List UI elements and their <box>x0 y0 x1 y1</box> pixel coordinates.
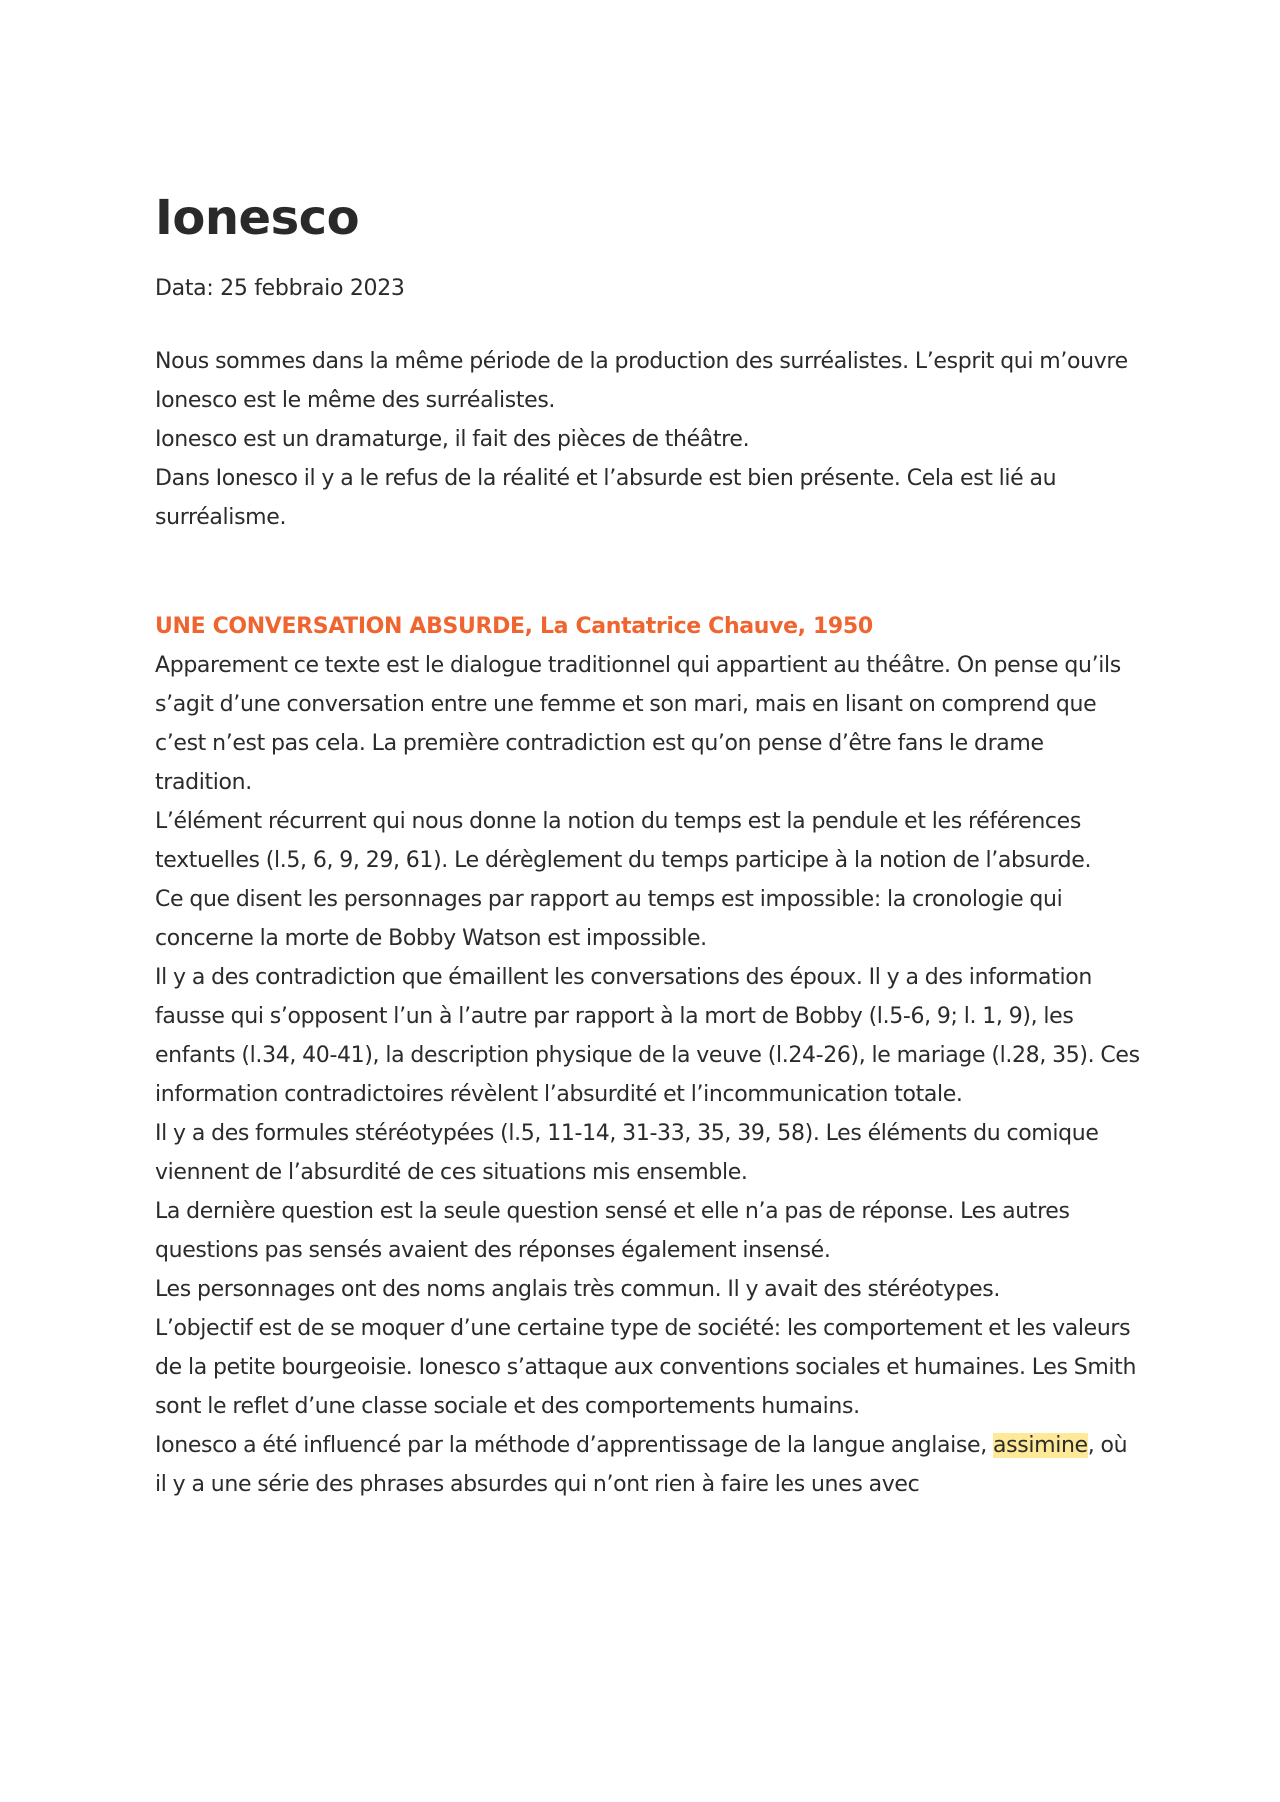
highlighted-word: assimine <box>993 1433 1088 1458</box>
section-paragraph: L’élément récurrent qui nous donne la notion du temps est la pendule et les références textuelles (l.5, 6, 9, 29, 61). Le dérèglement du temps participe à la notion de l’absurde. <box>155 809 1092 873</box>
section-spacer <box>155 537 1140 607</box>
document-title: Ionesco <box>155 190 360 246</box>
section-paragraph: Il y a des formules stéréotypées (l.5, 11-14, 31-33, 35, 39, 58). Les éléments du comique viennent de l’absurdité de ces situations mis ensemble. <box>155 1121 1099 1185</box>
last-paragraph-end: , où il y a une série des phrases absurdes qui n’ont rien à faire les unes avec <box>155 1433 1128 1497</box>
intro-paragraph: Dans Ionesco il y a le refus de la réalité et l’absurde est bien présente. Cela est lié au surréalisme. <box>155 466 1057 530</box>
intro-paragraph: Ionesco est un dramaturge, il fait des pièces de théâtre. <box>155 427 750 452</box>
section-paragraph-last <box>155 1426 1140 1504</box>
section-title: UNE CONVERSATION ABSURDE, La Cantatrice Chauve, 1950 <box>155 614 873 639</box>
section-paragraph: Ce que disent les personnages par rapport au temps est impossible: la cronologie qui concerne la morte de Bobby Watson est impossible. <box>155 887 1063 951</box>
section-paragraph: Il y a des contradiction que émaillent les conversations des époux. Il y a des information fausse qui s’opposent l’un à l’autre par rapport à la mort de Bobby (l.5-6, 9; l. 1, 9), les enfants (l.34, 40-41), la description physique de la veuve (l.24-26), le mariage (l.28, 35). Ces information contradictoires révèlent l’absurdité et l’incommunication totale. <box>155 965 1140 1107</box>
intro-paragraph: Nous sommes dans la même période de la production des surréalistes. L’esprit qui m’ouvre Ionesco est le même des surréalistes. <box>155 349 1128 413</box>
section-paragraph: Les personnages ont des noms anglais très commun. Il y avait des stéréotypes. <box>155 1277 1001 1302</box>
document-date: Data: 25 febbraio 2023 <box>155 276 405 301</box>
intro-block <box>155 342 1140 537</box>
section-paragraph: L’objectif est de se moquer d’une certaine type de société: les comportement et les valeurs de la petite bourgeoisie. Ionesco s’attaque aux conventions sociales et humaines. Les Smith sont le reflet d’une classe sociale et des comportements humains. <box>155 1316 1137 1419</box>
section-body <box>155 646 1140 1504</box>
section-paragraph: La dernière question est la seule question sensé et elle n’a pas de réponse. Les autres questions pas sensés avaient des réponses également insensé. <box>155 1199 1070 1263</box>
section-paragraph: Apparement ce texte est le dialogue traditionnel qui appartient au théâtre. On pense qu’ils s’agit d’une conversation entre une femme et son mari, mais en lisant on comprend que c’est n’est pas cela. La première contradiction est qu’on pense d’être fans le drame tradition. <box>155 653 1121 795</box>
document-page <box>155 190 1140 1504</box>
last-paragraph-start: Ionesco a été influencé par la méthode d’apprentissage de la langue anglaise, <box>155 1433 993 1458</box>
